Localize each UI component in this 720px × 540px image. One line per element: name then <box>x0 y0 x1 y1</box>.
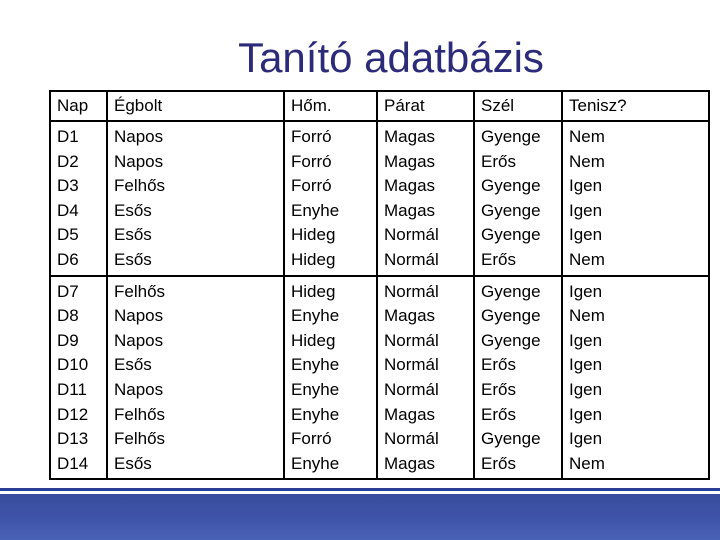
cell-value: D6 <box>57 249 79 269</box>
cell-value: Napos <box>114 379 164 399</box>
cell-value: Nem <box>569 249 605 269</box>
cell-value: Gyenge <box>481 225 541 245</box>
cell-value: Hideg <box>291 330 336 350</box>
cell-value: Enyhe <box>291 379 340 399</box>
cell-value: Napos <box>114 306 164 326</box>
cell-value: Igen <box>569 176 603 196</box>
cell-value: Normál <box>384 355 439 375</box>
cell-value: Esős <box>114 453 152 473</box>
cell-value: Normál <box>384 225 439 245</box>
cell-value: Igen <box>569 379 603 399</box>
cell-value: Magas <box>384 453 436 473</box>
footer-bar <box>0 488 720 540</box>
cell-value: Normál <box>384 379 439 399</box>
cell-value: D14 <box>57 453 89 473</box>
cell-value: Gyenge <box>481 281 541 301</box>
cell-value: Forró <box>291 127 332 146</box>
cell-egbolt <box>107 276 284 480</box>
cell-value: Magas <box>384 151 436 171</box>
cell-value: D11 <box>57 379 87 399</box>
cell-value: Magas <box>384 306 436 326</box>
cell-value: Esős <box>114 249 152 269</box>
cell-value: Enyhe <box>291 453 340 473</box>
table-header-row <box>50 91 709 121</box>
header-tenisz: Tenisz? <box>562 91 709 121</box>
cell-value: Hideg <box>291 249 336 269</box>
cell-parat <box>377 276 474 480</box>
cell-value: D2 <box>57 151 79 171</box>
cell-value: Normál <box>384 330 439 350</box>
cell-value: Enyhe <box>291 200 340 220</box>
cell-value: D7 <box>57 281 79 301</box>
table-row-group <box>50 276 709 480</box>
cell-value: Igen <box>569 404 603 424</box>
cell-nap <box>50 276 107 480</box>
cell-parat <box>377 121 474 276</box>
cell-value: Forró <box>291 151 332 171</box>
cell-value: Gyenge <box>481 429 541 449</box>
cell-value: Hideg <box>291 281 336 301</box>
header-egbolt: Égbolt <box>107 91 284 121</box>
cell-value: Igen <box>569 281 603 301</box>
cell-value: Felhős <box>114 281 166 301</box>
header-hom: Hőm. <box>284 91 377 121</box>
cell-value: Napos <box>114 127 164 146</box>
cell-tenisz <box>562 276 709 480</box>
cell-value: Napos <box>114 330 164 350</box>
cell-value: D12 <box>57 404 89 424</box>
cell-value: Enyhe <box>291 306 340 326</box>
cell-value: Esős <box>114 355 152 375</box>
header-parat: Párat <box>377 91 474 121</box>
cell-value: Nem <box>569 306 605 326</box>
cell-value: Gyenge <box>481 306 541 326</box>
cell-value: Enyhe <box>291 404 340 424</box>
training-data-table <box>49 90 710 480</box>
cell-value: Esős <box>114 200 152 220</box>
cell-value: Magas <box>384 404 436 424</box>
cell-value: Erős <box>481 355 516 375</box>
cell-value: Erős <box>481 379 516 399</box>
cell-value: Magas <box>384 200 436 220</box>
cell-hom <box>284 276 377 480</box>
cell-value: D1 <box>57 127 79 146</box>
cell-value: Erős <box>481 151 516 171</box>
cell-value: Enyhe <box>291 355 340 375</box>
cell-value: Felhős <box>114 429 166 449</box>
cell-value: Igen <box>569 355 603 375</box>
table-body <box>50 121 709 479</box>
cell-value: D10 <box>57 355 89 375</box>
cell-szel <box>474 276 562 480</box>
cell-value: D9 <box>57 330 79 350</box>
cell-value: Gyenge <box>481 127 541 146</box>
header-szel: Szél <box>474 91 562 121</box>
cell-value: Gyenge <box>481 200 541 220</box>
cell-value: Normál <box>384 249 439 269</box>
cell-value: Felhős <box>114 176 166 196</box>
header-nap: Nap <box>50 91 107 121</box>
cell-szel <box>474 121 562 276</box>
cell-value: Forró <box>291 176 332 196</box>
cell-value: Normál <box>384 281 439 301</box>
table-row-group <box>50 121 709 276</box>
cell-nap <box>50 121 107 276</box>
cell-value: Forró <box>291 429 332 449</box>
cell-value: D5 <box>57 225 79 245</box>
cell-value: D8 <box>57 306 79 326</box>
cell-value: Igen <box>569 429 603 449</box>
cell-value: Nem <box>569 453 605 473</box>
cell-value: Igen <box>569 330 603 350</box>
cell-value: D4 <box>57 200 79 220</box>
cell-value: D3 <box>57 176 79 196</box>
cell-egbolt <box>107 121 284 276</box>
cell-hom <box>284 121 377 276</box>
cell-value: Igen <box>569 200 603 220</box>
cell-value: Normál <box>384 429 439 449</box>
cell-value: Erős <box>481 249 516 269</box>
cell-value: Nem <box>569 151 605 171</box>
cell-value: Magas <box>384 127 436 146</box>
cell-value: Napos <box>114 151 164 171</box>
cell-value: Nem <box>569 127 605 146</box>
cell-value: Erős <box>481 404 516 424</box>
cell-value: Gyenge <box>481 176 541 196</box>
cell-tenisz <box>562 121 709 276</box>
cell-value: Erős <box>481 453 516 473</box>
cell-value: Igen <box>569 225 603 245</box>
cell-value: Magas <box>384 176 436 196</box>
cell-value: Felhős <box>114 404 166 424</box>
cell-value: Esős <box>114 225 152 245</box>
cell-value: D13 <box>57 429 89 449</box>
cell-value: Hideg <box>291 225 336 245</box>
slide-title: Tanító adatbázis <box>238 34 544 81</box>
cell-value: Gyenge <box>481 330 541 350</box>
